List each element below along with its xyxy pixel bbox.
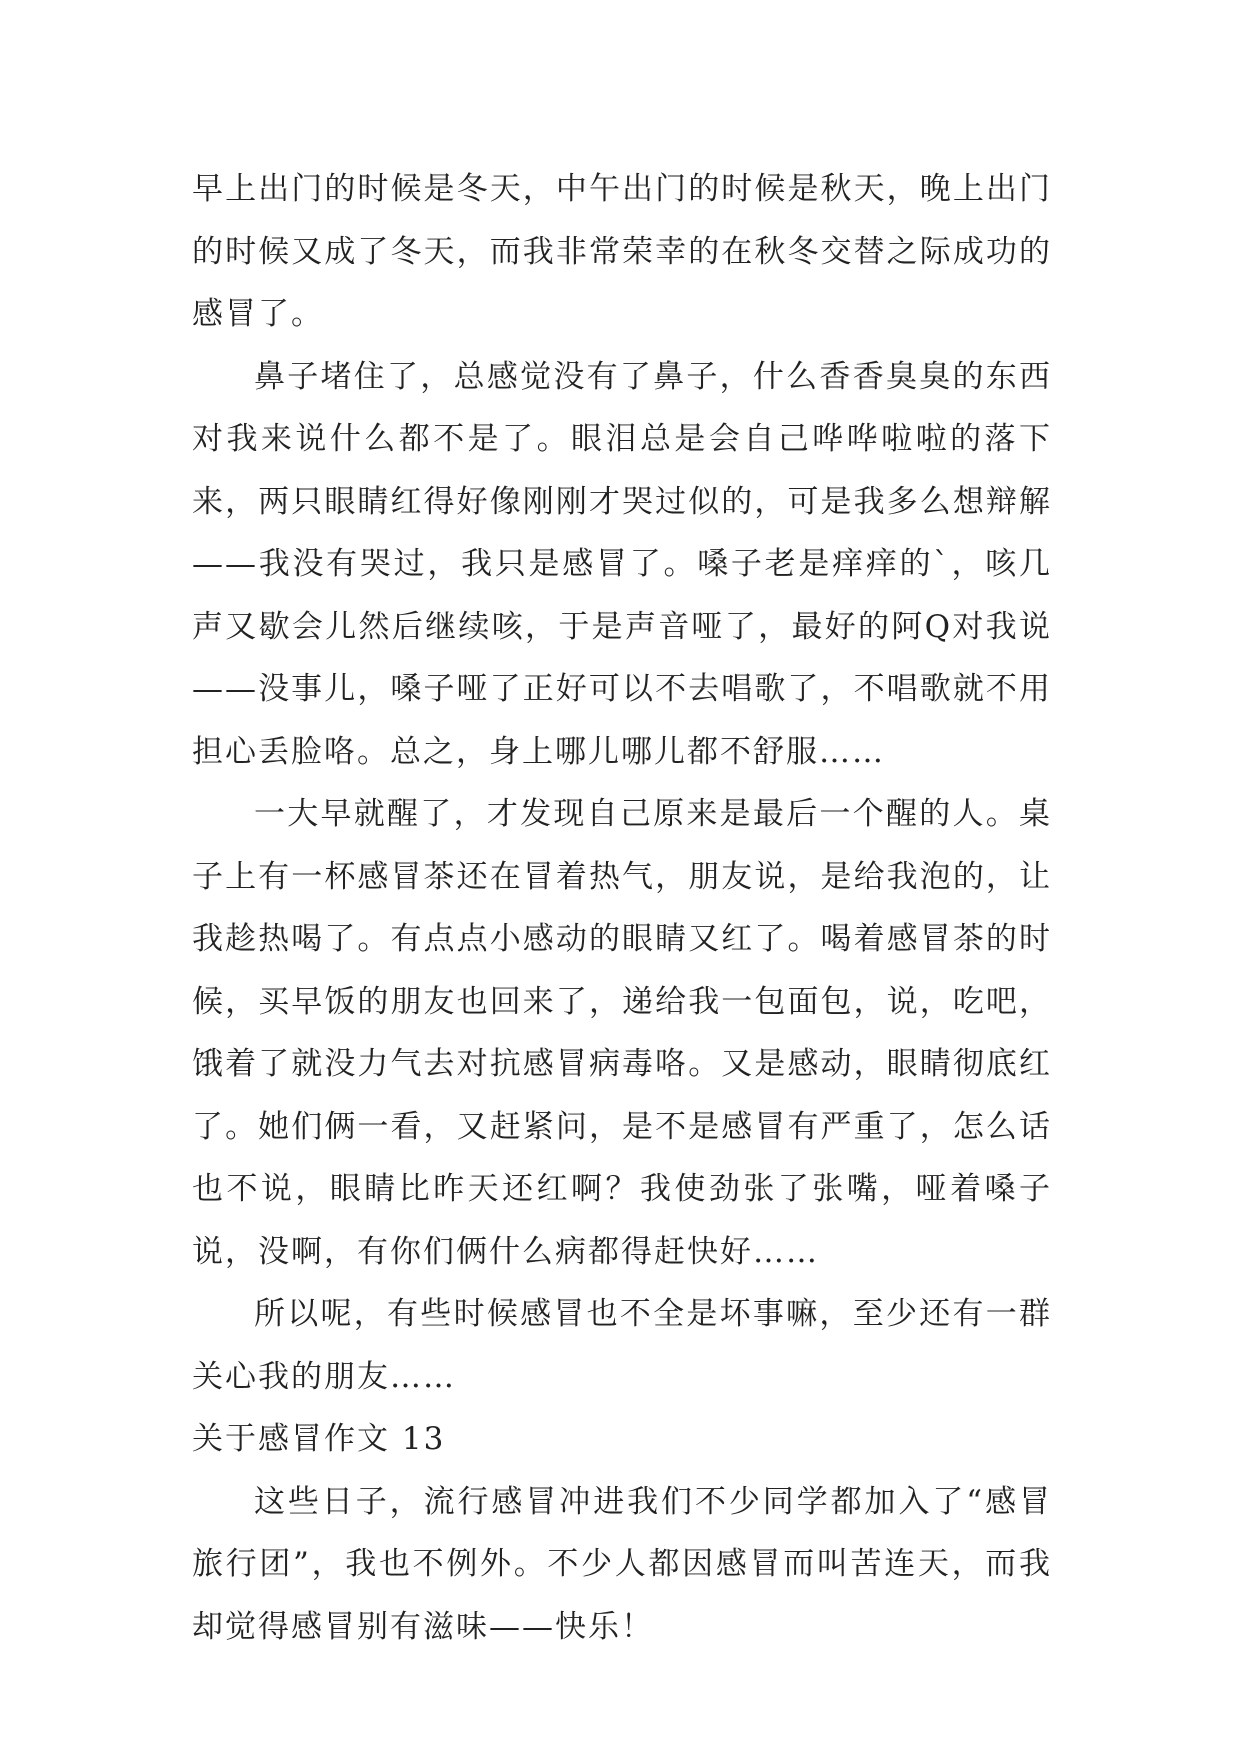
paragraph: 所以呢，有些时候感冒也不全是坏事嘛，至少还有一群关心我的朋友…… <box>192 1296 1052 1395</box>
section-heading: 关于感冒作文 13 <box>192 1421 446 1457</box>
paragraph: 一大早就醒了，才发现自己原来是最后一个醒的人。桌子上有一杯感冒茶还在冒着热气，朋友说，是给我泡的，让我趁热喝了。有点点小感动的眼睛又红了。喝着感冒茶的时候，买早饭的朋友也回来了，递给我一包面包，说，吃吧，饿着了就没力气去对抗感冒病毒咯。又是感动，眼睛彻底红了。她们俩一看，又赶紧问，是不是感冒有严重了，怎么话也不说，眼睛比昨天还红啊？我使劲张了张嘴，哑着嗓子说，没啊，有你们俩什么病都得赶快好…… <box>192 796 1052 1270</box>
paragraph: 早上出门的时候是冬天，中午出门的时候是秋天，晚上出门的时候又成了冬天，而我非常荣幸的在秋冬交替之际成功的感冒了。 <box>192 171 1052 332</box>
paragraph: 鼻子堵住了，总感觉没有了鼻子，什么香香臭臭的东西对我来说什么都不是了。眼泪总是会自己哗哗啦啦的落下来，两只眼睛红得好像刚刚才哭过似的，可是我多么想辩解——我没有哭过，我只是感冒了。嗓子老是痒痒的`，咳几声又歇会儿然后继续咳，于是声音哑了，最好的阿Q对我说——没事儿，嗓子哑了正好可以不去唱歌了，不唱歌就不用担心丢脸咯。总之，身上哪儿哪儿都不舒服…… <box>192 358 1052 770</box>
paragraph: 这些日子，流行感冒冲进我们不少同学都加入了“感冒旅行团”，我也不例外。不少人都因感冒而叫苦连天，而我却觉得感冒别有滋味——快乐！ <box>192 1483 1052 1645</box>
document-body <box>192 158 1052 1658</box>
